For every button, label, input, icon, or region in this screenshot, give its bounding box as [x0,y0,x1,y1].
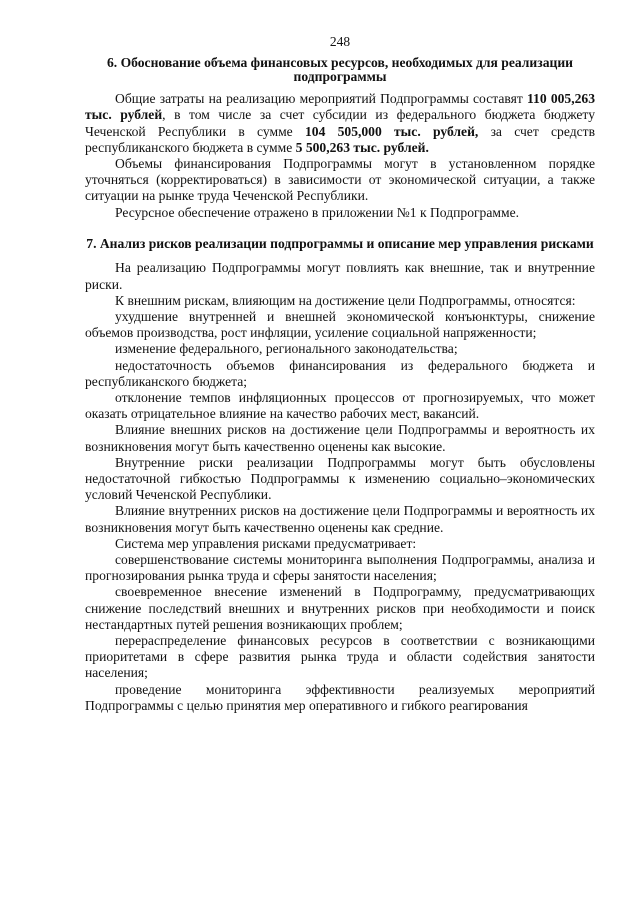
costs-text-federal: , в том числе за счет субсидии из федерального бюджета бюджету Чеченской Республики в сумме [85,107,595,139]
section-6-paragraph-appendix: Ресурсное обеспечение отражено в приложении №1 к Подпрограмме. [115,204,520,220]
section-7-paragraph: К внешним рискам, влияющим на достижение цели Подпрограммы, относятся: [115,292,576,308]
document-page [85,34,595,714]
section-7-paragraph: перераспределение финансовых ресурсов в соответствии с возникающими приоритетами в сфере развития рынка труда и области содействия занятости населения; [85,633,595,681]
section-7-paragraph: своевременное внесение изменений в Подпрограмму, предусматривающих снижение последствий внешних и внутренних рисков при необходимости и поиск нестандартных путей решения возникающих проблем; [85,584,595,632]
costs-text-intro: Общие затраты на реализацию мероприятий Подпрограммы составят [115,91,527,107]
costs-regional-amount: 5 500,263 тыс. рублей. [295,139,429,155]
costs-federal-amount: 104 505,000 тыс. рублей, [304,123,479,139]
section-7-paragraph: Внутренние риски реализации Подпрограммы могут быть обусловлены недостаточной гибкостью Подпрограммы к изменению социально–экономических условий Чеченской Республики. [85,454,595,503]
costs-total-amount: 110 005,263 тыс. рублей [85,91,596,123]
section-7-paragraph: отклонение темпов инфляционных процессов от прогнозируемых, что может оказать отрицательное влияние на качество рабочих мест, вакансий. [85,389,595,422]
section-7-paragraph: ухудшение внутренней и внешней экономической конъюнктуры, снижение объемов производства, рост инфляции, усиление социальной напряженности; [85,308,595,341]
page-number: 248 [329,34,351,49]
section-7-paragraph: недостаточность объемов финансирования из федерального бюджета и республиканского бюджета; [85,357,595,389]
section-7-paragraph: изменение федерального, регионального законодательства; [115,341,458,357]
section-7-heading: 7. Анализ рисков реализации подпрограммы и описание мер управления рисками [86,235,594,251]
section-6-paragraph-adjustment: Объемы финансирования Подпрограммы могут в установленном порядке уточняться (корректироваться) в зависимости от экономической ситуации, а также ситуации на рынке труда Чеченской Республики. [85,156,595,204]
section-6-paragraph-costs [85,91,595,156]
section-7-paragraph: Влияние внутренних рисков на достижение цели Подпрограммы и вероятность их возникновения могут быть качественно оценены как средние. [85,503,595,535]
section-7-paragraph: На реализацию Подпрограммы могут повлиять как внешние, так и внутренние риски. [85,260,595,292]
section-7-paragraph: Влияние внешних рисков на достижение цели Подпрограммы и вероятность их возникновения могут быть качественно оценены как высокие. [85,422,595,454]
section-6-heading: 6. Обоснование объема финансовых ресурсов, необходимых для реализации подпрограммы [106,55,574,84]
section-7-paragraph: совершенствование системы мониторинга выполнения Подпрограммы, анализа и прогнозирования рынка труда и сферы занятости населения; [85,551,595,584]
section-7-paragraph: Система мер управления рисками предусматривает: [115,535,417,551]
section-7-paragraph: проведение мониторинга эффективности реализуемых мероприятий Подпрограммы с целью принятия мер оперативного и гибкого реагирования [85,681,595,713]
costs-text-regional: за счет средств республиканского бюджета в сумме [85,123,596,155]
